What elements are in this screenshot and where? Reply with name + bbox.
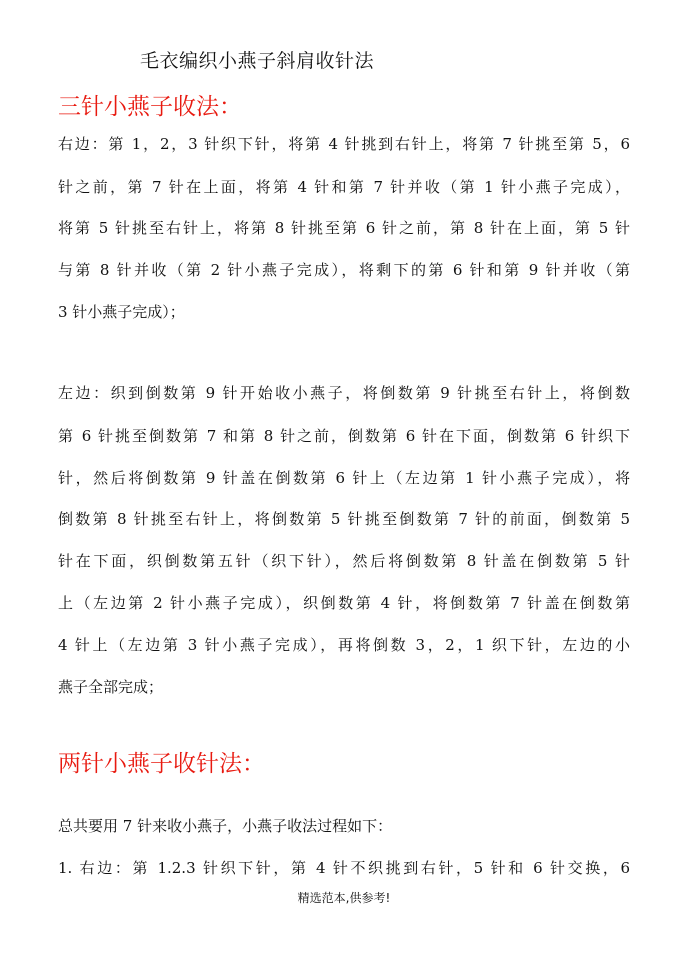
paragraph-right-line: 针之前，第 7 针在上面，将第 4 针和第 7 针并收（第 1 针小燕子完成）， xyxy=(58,178,630,196)
paragraph-left-line: 第 6 针挑至倒数第 7 和第 8 针之前，倒数第 6 针在下面，倒数第 6 针织下 xyxy=(58,427,630,445)
page-footer: 精选范本,供参考! xyxy=(297,891,391,905)
paragraph-right-line: 3 针小燕子完成）； xyxy=(58,303,185,321)
paragraph-right-line: 与第 8 针并收（第 2 针小燕子完成），将剩下的第 6 针和第 9 针并收（第 xyxy=(58,261,630,279)
paragraph-left-line: 针，然后将倒数第 9 针盖在倒数第 6 针上（左边第 1 针小燕子完成），将 xyxy=(58,469,630,487)
paragraph-right-line: 将第 5 针挑至右针上，将第 8 针挑至第 6 针之前，第 8 针在上面，第 5 针 xyxy=(58,219,630,237)
section-heading-two-stitch: 两针小燕子收针法： xyxy=(58,751,265,777)
paragraph-left-line: 4 针上（左边第 3 针小燕子完成），再将倒数 3，2，1 织下针，左边的小 xyxy=(58,636,630,654)
paragraph-left-line: 燕子全部完成； xyxy=(58,678,164,696)
paragraph-left-line: 左边：织到倒数第 9 针开始收小燕子，将倒数第 9 针挑至右针上，将倒数 xyxy=(58,384,630,402)
paragraph-left-line: 倒数第 8 针挑至右针上，将倒数第 5 针挑至倒数第 7 针的前面，倒数第 5 xyxy=(58,510,630,528)
paragraph-left-line: 针在下面，织倒数第五针（织下针），然后将倒数第 8 针盖在倒数第 5 针 xyxy=(58,552,630,570)
step-item: 1. 右边：第 1.2.3 针织下针，第 4 针不织挑到右针，5 针和 6 针交换，6 xyxy=(58,859,630,877)
section-intro: 总共要用 7 针来收小燕子，小燕子收法过程如下： xyxy=(58,817,393,835)
section-heading-three-stitch: 三针小燕子收法： xyxy=(58,94,242,120)
paragraph-right-line: 右边：第 1，2，3 针织下针，将第 4 针挑到右针上，将第 7 针挑至第 5，6 xyxy=(58,135,630,153)
document-title: 毛衣编织小燕子斜肩收针法 xyxy=(140,50,375,72)
paragraph-left-line: 上（左边第 2 针小燕子完成），织倒数第 4 针，将倒数第 7 针盖在倒数第 xyxy=(58,594,630,612)
